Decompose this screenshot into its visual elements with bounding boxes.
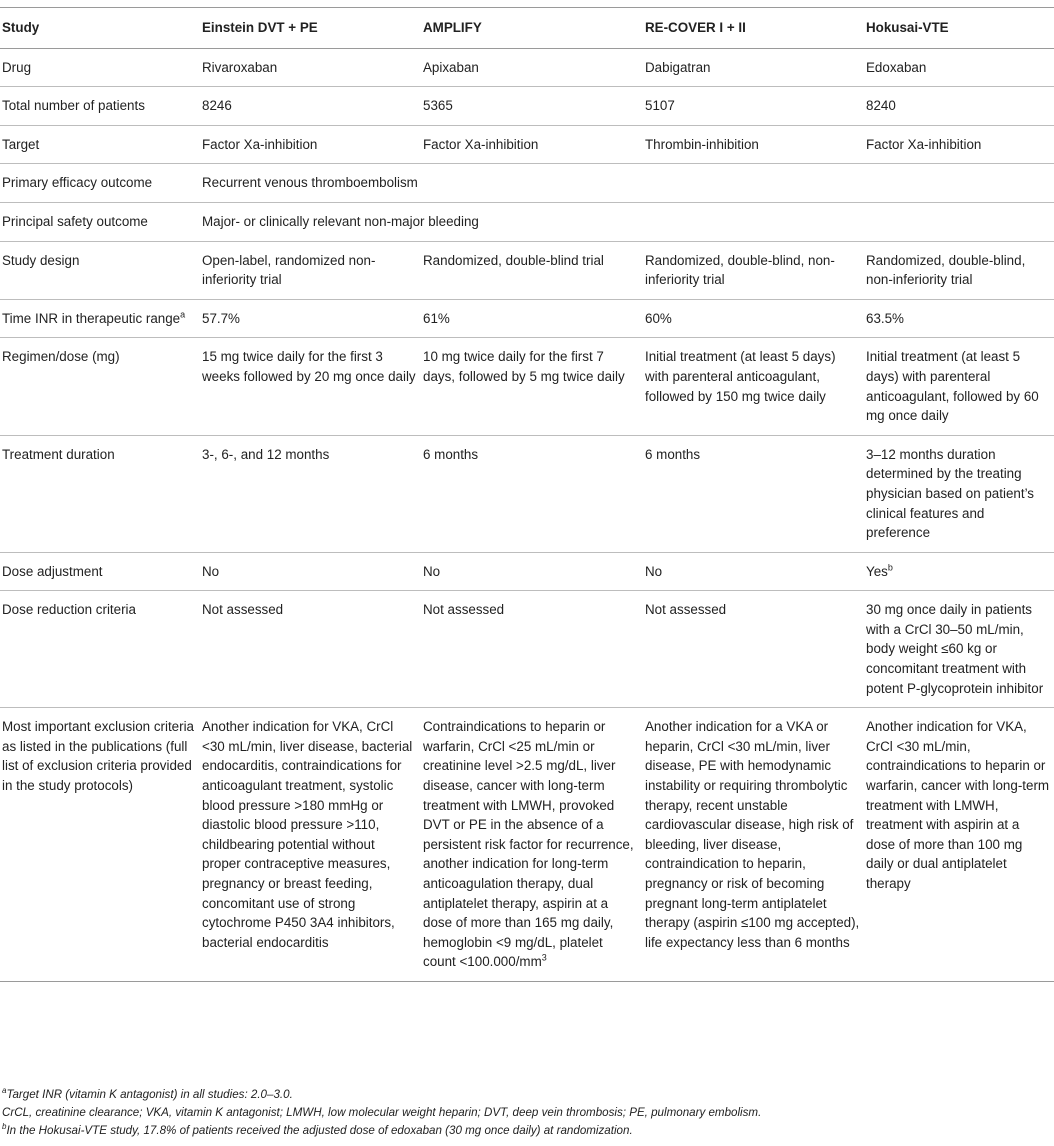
table-cell: Randomized, double-blind trial <box>421 241 643 299</box>
table-row <box>0 48 1054 87</box>
footnote-marker: a <box>180 309 186 320</box>
table-row <box>0 591 1054 708</box>
table-row <box>0 125 1054 164</box>
table-cell: Factor Xa-inhibition <box>421 125 643 164</box>
row-label: Principal safety outcome <box>0 202 200 241</box>
table-cell: Rivaroxaban <box>200 48 421 87</box>
header-hokusai: Hokusai-VTE <box>864 8 1054 49</box>
table-cell: Randomized, double-blind, non-inferiority trial <box>643 241 864 299</box>
table-cell: Initial treatment (at least 5 days) with parenteral anticoagulant, followed by 150 mg twice daily <box>643 338 864 435</box>
footnote-b-mark: b <box>2 1122 7 1132</box>
table-cell: 6 months <box>421 435 643 552</box>
table-cell: 61% <box>421 299 643 338</box>
table-row <box>0 708 1054 982</box>
merged-cell: Major- or clinically relevant non-major bleeding <box>200 202 1054 241</box>
cell-text: Yes <box>866 563 888 579</box>
header-row <box>0 8 1054 49</box>
table-cell: Not assessed <box>421 591 643 708</box>
table-cell: Not assessed <box>643 591 864 708</box>
table-cell: 10 mg twice daily for the first 7 days, followed by 5 mg twice daily <box>421 338 643 435</box>
table-row <box>0 552 1054 591</box>
table-cell: 15 mg twice daily for the first 3 weeks followed by 20 mg once daily <box>200 338 421 435</box>
row-label: Most important exclusion criteria as listed in the publications (full list of exclusion criteria provided in the study protocols) <box>0 708 200 982</box>
footnote-b <box>2 1122 1052 1140</box>
table-row <box>0 435 1054 552</box>
table-row <box>0 202 1054 241</box>
footnote-b-text: In the Hokusai-VTE study, 17.8% of patients received the adjusted dose of edoxaban (30 mg once daily) at randomization. <box>6 1124 633 1137</box>
merged-cell: Recurrent venous thromboembolism <box>200 164 1054 203</box>
row-label: Regimen/dose (mg) <box>0 338 200 435</box>
row-label: Dose adjustment <box>0 552 200 591</box>
table-cell: 5107 <box>643 87 864 126</box>
table-cell: Dabigatran <box>643 48 864 87</box>
table-header <box>0 8 1054 49</box>
table-body <box>0 48 1054 981</box>
row-label: Treatment duration <box>0 435 200 552</box>
row-label-text: Time INR in therapeutic range <box>2 310 181 326</box>
row-label: Target <box>0 125 200 164</box>
table-cell: 3–12 months duration determined by the treating physician based on patient’s clinical features and preference <box>864 435 1054 552</box>
table-row <box>0 299 1054 338</box>
table-cell: 63.5% <box>864 299 1054 338</box>
table-cell: Edoxaban <box>864 48 1054 87</box>
table-cell: 60% <box>643 299 864 338</box>
row-label: Total number of patients <box>0 87 200 126</box>
table-cell: 57.7% <box>200 299 421 338</box>
table-row <box>0 87 1054 126</box>
table-cell: 6 months <box>643 435 864 552</box>
cell-text: Contraindications to heparin or warfarin, CrCl <25 mL/min or creatinine level >2.5 mg/dL, liver disease, cancer with long-term treatment with LMWH, provoked DVT or PE in the absence of a persistent risk factor for recurrence, another indication for long-term anticoagulation therapy, dual antiplatelet therapy, aspirin at a dose of more than 165 mg daily, hemoglobin <9 mg/dL, platelet count <100.000/mm <box>423 719 634 970</box>
row-label <box>0 299 200 338</box>
row-label: Study design <box>0 241 200 299</box>
table-cell <box>421 708 643 982</box>
table-cell: No <box>200 552 421 591</box>
row-label: Drug <box>0 48 200 87</box>
table-row <box>0 241 1054 299</box>
row-label: Dose reduction criteria <box>0 591 200 708</box>
table-row <box>0 338 1054 435</box>
table-cell: No <box>421 552 643 591</box>
table-cell <box>864 552 1054 591</box>
table-cell: Factor Xa-inhibition <box>864 125 1054 164</box>
footnote-a-text: Target INR (vitamin K antagonist) in all studies: 2.0–3.0. <box>6 1088 293 1101</box>
header-study: Study <box>0 8 200 49</box>
header-recover: RE-COVER I + II <box>643 8 864 49</box>
table-cell: 8246 <box>200 87 421 126</box>
table-cell: Thrombin-inhibition <box>643 125 864 164</box>
superscript: 3 <box>541 952 547 963</box>
table-cell: Randomized, double-blind, non-inferiority trial <box>864 241 1054 299</box>
header-amplify: AMPLIFY <box>421 8 643 49</box>
footnote-abbreviations: CrCL, creatinine clearance; VKA, vitamin K antagonist; LMWH, low molecular weight heparin; DVT, deep vein thrombosis; PE, pulmonary embolism. <box>2 1106 762 1119</box>
table-cell: Apixaban <box>421 48 643 87</box>
table-cell: Factor Xa-inhibition <box>200 125 421 164</box>
table-cell: Another indication for VKA, CrCl <30 mL/min, liver disease, bacterial endocarditis, contraindications for anticoagulant treatment, systolic blood pressure >180 mmHg or diastolic blood pressure >110, childbearing potential without proper contraceptive measures, pregnancy or breast feeding, concomitant use of strong cytochrome P450 3A4 inhibitors, bacterial endocarditis <box>200 708 421 982</box>
footnote-marker: b <box>887 562 893 573</box>
footnote-a-mark: a <box>2 1086 7 1096</box>
table-cell: 3-, 6-, and 12 months <box>200 435 421 552</box>
table-cell: Not assessed <box>200 591 421 708</box>
table-footnotes <box>2 1086 1052 1140</box>
footnote-a <box>2 1086 1052 1104</box>
table-cell: 5365 <box>421 87 643 126</box>
table-cell: Open-label, randomized non-inferiority trial <box>200 241 421 299</box>
row-label: Primary efficacy outcome <box>0 164 200 203</box>
table-cell: 30 mg once daily in patients with a CrCl 30–50 mL/min, body weight ≤60 kg or concomitant treatment with potent P-glycoprotein inhibitor <box>864 591 1054 708</box>
table-row <box>0 164 1054 203</box>
table-cell: No <box>643 552 864 591</box>
table-cell: Another indication for VKA, CrCl <30 mL/min, contraindications to heparin or warfarin, cancer with long-term treatment with LMWH, treatment with aspirin at a dose of more than 100 mg daily or dual antiplatelet therapy <box>864 708 1054 982</box>
table-cell: Another indication for a VKA or heparin, CrCl <30 mL/min, liver disease, PE with hemodynamic instability or requiring thrombolytic therapy, recent unstable cardiovascular disease, high risk of bleeding, liver disease, contraindication to heparin, pregnancy or risk of becoming pregnant long-term antiplatelet therapy (aspirin ≤100 mg accepted), life expectancy less than 6 months <box>643 708 864 982</box>
table-cell: 8240 <box>864 87 1054 126</box>
header-einstein: Einstein DVT + PE <box>200 8 421 49</box>
trial-comparison-table <box>0 7 1054 982</box>
table-cell: Initial treatment (at least 5 days) with parenteral anticoagulant, followed by 60 mg once daily <box>864 338 1054 435</box>
